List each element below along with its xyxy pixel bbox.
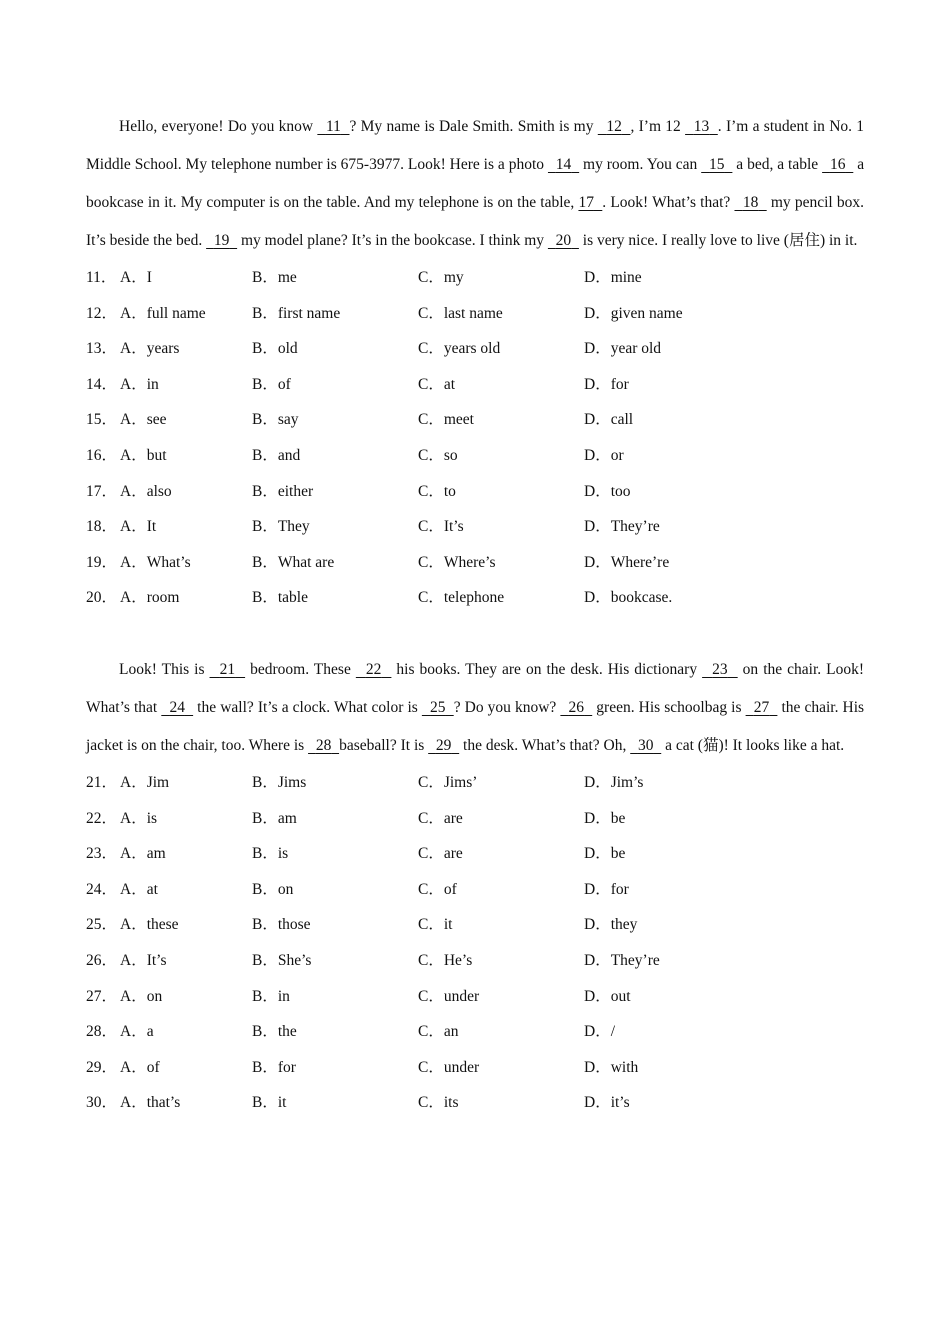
question-row	[86, 509, 864, 545]
blank-17: 17	[578, 194, 594, 211]
option-a: A．a	[120, 1023, 154, 1041]
passage-text: my room. You can	[579, 156, 702, 173]
option-c: C．its	[418, 1094, 459, 1112]
option-d: D．they	[584, 916, 638, 934]
passage-text: the wall? It’s a clock. What color is	[193, 698, 422, 716]
option-a: A．see	[120, 411, 167, 429]
option-b: B．of	[252, 375, 291, 393]
question-row	[86, 545, 864, 581]
option-c: C．under	[418, 987, 480, 1005]
question-row	[86, 474, 864, 510]
document-page	[86, 108, 864, 1121]
option-d: D．mine	[584, 269, 642, 286]
option-a: A．these	[120, 916, 179, 934]
blank-25: 25	[430, 698, 446, 716]
option-c: C．meet	[418, 411, 474, 429]
option-d: D．it’s	[584, 1094, 630, 1112]
passage-text: green. His schoolbag is	[592, 698, 746, 716]
option-b: B．for	[252, 1058, 296, 1076]
option-c: C．of	[418, 880, 457, 898]
passage-text: bedroom. These	[245, 660, 356, 678]
option-d: D．bookcase.	[584, 589, 673, 607]
passage-text: the chair. His jacket is on the chair, too. Where is	[86, 698, 865, 754]
option-b: B．say	[252, 411, 299, 429]
question-list-1	[86, 260, 864, 616]
option-a: A．but	[120, 446, 167, 464]
option-d: D．for	[584, 880, 629, 898]
question-number: 30．	[86, 1094, 118, 1112]
question-number: 17．	[86, 482, 118, 500]
question-row	[86, 1014, 864, 1050]
option-b: B．first name	[252, 304, 341, 322]
blank-23: 23	[712, 660, 728, 678]
option-d: D．year old	[584, 340, 662, 358]
option-b: B．old	[252, 340, 298, 358]
option-c: C．so	[418, 446, 458, 464]
passage-text: , I’m 12	[630, 118, 686, 135]
option-b: B．it	[252, 1094, 287, 1112]
blank-20: 20	[555, 232, 572, 249]
passage-text: my pencil box. It’s beside the bed.	[86, 194, 864, 249]
option-d: D．They’re	[584, 951, 660, 969]
option-a: A．I	[120, 269, 152, 286]
option-d: D．/	[584, 1023, 616, 1041]
option-b: B．Jims	[252, 773, 307, 791]
option-b: B．on	[252, 880, 294, 898]
option-a: A．of	[120, 1058, 160, 1076]
passage-text: on the chair. Look! What’s that	[86, 660, 865, 716]
passage-text: Hello, everyone! Do you know	[119, 118, 318, 135]
question-number: 24．	[86, 880, 118, 898]
option-c: C．years old	[418, 340, 501, 358]
option-c: C．It’s	[418, 518, 464, 536]
option-b: B．is	[252, 845, 289, 863]
option-b: B．She’s	[252, 951, 312, 969]
option-d: D．Jim’s	[584, 773, 644, 791]
option-a: A．Jim	[120, 773, 170, 791]
question-row	[86, 943, 864, 979]
question-row	[86, 836, 864, 872]
option-d: D．or	[584, 446, 624, 464]
question-number: 14．	[86, 375, 118, 393]
question-row	[86, 1050, 864, 1086]
option-b: B．in	[252, 987, 290, 1005]
question-number: 22．	[86, 809, 118, 827]
option-c: C．it	[418, 916, 453, 934]
passage-2	[86, 651, 864, 765]
option-b: B．They	[252, 518, 310, 536]
blank-13: 13	[693, 118, 710, 135]
option-a: A．at	[120, 880, 158, 898]
section-gap	[86, 616, 864, 651]
blank-22: 22	[365, 660, 382, 678]
question-row	[86, 907, 864, 943]
question-number: 15．	[86, 411, 118, 429]
option-c: C．are	[418, 809, 463, 827]
question-row	[86, 801, 864, 837]
question-row	[86, 765, 864, 801]
blank-24: 24	[169, 698, 185, 716]
passage-text: a cat (猫)! It looks like a hat.	[661, 736, 845, 754]
passage-text: . I’m a student in No. 1 Middle School. My telephone number is 675-3977. Look! Here is a photo	[86, 118, 865, 173]
option-b: B．table	[252, 589, 308, 607]
question-number: 18．	[86, 518, 118, 536]
passage-text: my model plane? It’s in the bookcase. I think my	[237, 232, 548, 249]
option-b: B．What are	[252, 553, 335, 571]
blank-19: 19	[213, 232, 230, 249]
question-row	[86, 260, 864, 296]
blank-15: 15	[709, 156, 725, 173]
question-row	[86, 402, 864, 438]
passage-text: ? Do you know?	[453, 698, 561, 716]
question-number: 26．	[86, 951, 118, 969]
option-a: A．years	[120, 340, 180, 358]
option-d: D．be	[584, 845, 626, 863]
option-c: C．Jims’	[418, 773, 478, 791]
question-row	[86, 367, 864, 403]
option-b: B．the	[252, 1023, 297, 1041]
passage-text: a bed, a table	[732, 156, 823, 173]
option-d: D．Where’re	[584, 553, 670, 571]
question-number: 25．	[86, 916, 118, 934]
question-row	[86, 979, 864, 1015]
passage-text: baseball? It is	[339, 736, 429, 754]
option-b: B．am	[252, 809, 297, 827]
option-c: C．my	[418, 269, 464, 286]
question-row	[86, 872, 864, 908]
passage-text: . Look! What’s that?	[602, 194, 735, 211]
question-number: 16．	[86, 446, 118, 464]
question-number: 12．	[86, 304, 118, 322]
option-c: C．last name	[418, 304, 503, 322]
option-b: B．and	[252, 446, 301, 464]
option-a: A．room	[120, 589, 180, 607]
option-c: C．to	[418, 482, 456, 500]
question-number: 19．	[86, 553, 118, 571]
option-c: C．are	[418, 845, 463, 863]
blank-29: 29	[435, 736, 452, 754]
option-c: C．telephone	[418, 589, 505, 607]
option-d: D．too	[584, 482, 631, 500]
question-number: 11．	[86, 269, 117, 286]
option-a: A．am	[120, 845, 166, 863]
passage-text: ? My name is Dale Smith. Smith is my	[349, 118, 598, 135]
option-a: A．in	[120, 375, 159, 393]
question-number: 23．	[86, 845, 118, 863]
option-c: C．under	[418, 1058, 480, 1076]
question-row	[86, 1085, 864, 1121]
question-number: 29．	[86, 1058, 118, 1076]
option-d: D．with	[584, 1058, 639, 1076]
passage-text: the desk. What’s that? Oh,	[459, 736, 631, 754]
option-d: D．out	[584, 987, 631, 1005]
option-b: B．me	[252, 269, 297, 286]
option-a: A．also	[120, 482, 172, 500]
question-number: 20．	[86, 589, 118, 607]
question-row	[86, 296, 864, 332]
option-a: A．full name	[120, 304, 206, 322]
blank-30: 30	[637, 736, 654, 754]
blank-26: 26	[568, 698, 585, 716]
question-row	[86, 331, 864, 367]
question-row	[86, 438, 864, 474]
question-row	[86, 580, 864, 616]
option-a: A．on	[120, 987, 163, 1005]
option-c: C．Where’s	[418, 553, 496, 571]
option-a: A．that’s	[120, 1094, 181, 1112]
option-b: B．those	[252, 916, 311, 934]
option-c: C．He’s	[418, 951, 473, 969]
option-d: D．for	[584, 375, 629, 393]
question-list-2	[86, 765, 864, 1121]
passage-1	[86, 108, 864, 260]
passage-text: a bookcase in it. My computer is on the table. And my telephone is on the table,	[86, 156, 865, 211]
blank-12: 12	[606, 118, 622, 135]
option-d: D．call	[584, 411, 634, 429]
passage-text: his books. They are on the desk. His dictionary	[391, 660, 703, 678]
option-a: A．is	[120, 809, 158, 827]
option-d: D．given name	[584, 304, 683, 322]
passage-text: is very nice. I really love to live (居住) in it.	[578, 232, 858, 249]
question-number: 28．	[86, 1023, 118, 1041]
option-d: D．They’re	[584, 518, 660, 536]
question-number: 21．	[86, 773, 118, 791]
option-a: A．It	[120, 518, 157, 536]
blank-16: 16	[829, 156, 846, 173]
blank-27: 27	[753, 698, 770, 716]
question-number: 13．	[86, 340, 118, 358]
option-a: A．It’s	[120, 951, 167, 969]
option-d: D．be	[584, 809, 626, 827]
option-b: B．either	[252, 482, 314, 500]
option-a: A．What’s	[120, 553, 191, 571]
option-c: C．at	[418, 375, 456, 393]
passage-text: Look! This is	[119, 660, 210, 678]
blank-28: 28	[315, 736, 332, 754]
blank-18: 18	[742, 194, 759, 211]
question-number: 27．	[86, 987, 118, 1005]
blank-14: 14	[555, 156, 572, 173]
blank-21: 21	[219, 660, 236, 678]
blank-11: 11	[325, 118, 341, 135]
option-c: C．an	[418, 1023, 459, 1041]
